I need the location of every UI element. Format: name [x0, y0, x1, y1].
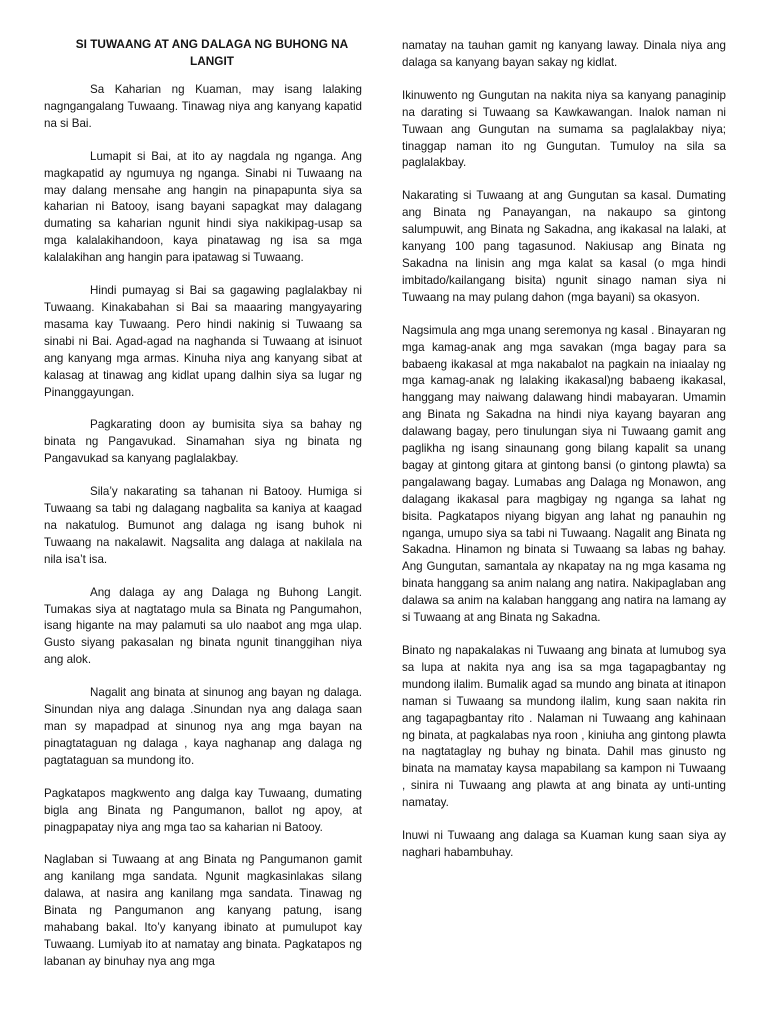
paragraph: Pagkarating doon ay bumisita siya sa bahay ng binata ng Pangavukad. Sinamahan siya ng binata ng Pangavukad sa kanyang paglalakbay.: [44, 418, 362, 466]
paragraph: Ang dalaga ay ang Dalaga ng Buhong Langit. Tumakas siya at nagtatago mula sa Binata ng Pangumahon, isang higante na may palamuti sa ulo naabot ang mga ulap. Gusto siyang pakasalan ng binata ngunit tinanggihan niya ang alok.: [44, 585, 362, 667]
paragraph: Nagsimula ang mga unang seremonya ng kasal . Binayaran ng mga kamag-anak ang mga savakan (mga bagay para sa babaeng ikakasal at mga nakabalot na pagkain na iniaalay ng mga kamag-anak ng lalaking ikakasal)ng babaeng ikakasal, hanggang may naiwang dalawang hindi mabayaran. Umamin ang Binata ng Sakadna na hindi niya kayang bayaran ang dalawang bagay, pero tinulungan siya ni Tuwaang gamit ang paglikha ng isang sinaunang gong bilang kapalit sa unang bagay at gintong gitara at gintong bansi (o gintong plawta) sa pangalawang bagay. Lumabas ang Dalaga ng Monawon, ang dalagang ikakasal para magbigay ng nganga sa lahat ng bisita. Pagkatapos niyang bigyan ang lahat ng panauhin ng nganga, umupo siya sa tabi ni Tuwaang. Nagalit ang Binata ng Sakadna. Hinamon ng binata si Tuwaang sa labas ng bahay. Ang Gungutan, samantala ay nkapatay na ng mga kasama ng binata hanggang sa anim nalang ang natira. Nakipaglaban ang dalawa sa anim na kalaban hanggang ang natira na lamang ay si Tuwaang at ang Binata ng Sakadna.: [402, 323, 726, 625]
paragraph: Nagalit ang binata at sinunog ang bayan ng dalaga. Sinundan niya ang dalaga .Sinundan nya ang dalaga saan man sy mapadpad at sinunog nya ang mga bayan na pinagtataguan ng dalaga , kaya naghanap ang dalaga ng pagtataguan sa mundong ito.: [44, 686, 362, 767]
paragraph: Inuwi ni Tuwaang ang dalaga sa Kuaman kung saan siya ay naghari habambuhay.: [402, 829, 726, 859]
right-column: [402, 38, 726, 878]
paragraph: Naglaban si Tuwaang at ang Binata ng Pangumanon gamit ang kanilang mga sandata. Ngunit magkasinlakas silang dalawa, at nasira ang kanilang mga sandata. Tinawag ng Binata ng Pangumanon ang kanyang patung, isang mahabang bakal. Ito’y kanyang ibinato at pumulupot kay Tuwaang. Lumiyab ito at namatay ang binata. Pagkatapos ng labanan ay binuhay nya ang mga: [44, 853, 362, 968]
paragraph: Ikinuwento ng Gungutan na nakita niya sa kanyang panaginip na darating si Tuwaang sa Kawkawangan. Inalok naman ni Tuwaan ang Gungutan na sumama sa paglalakbay niya; tinaggap naman ito ng Gungutan. Tumuloy na sila sa paglalakbay.: [402, 88, 726, 170]
story-title: SI TUWAANG AT ANG DALAGA NG BUHONG NA LANGIT: [75, 37, 349, 68]
paragraph: Pagkatapos magkwento ang dalga kay Tuwaang, dumating bigla ang Binata ng Pangumanon, ballot ng apoy, at pinagpapatay niya ang mga tao sa kaharian ni Batooy.: [44, 786, 362, 834]
paragraph: Hindi pumayag si Bai sa gagawing paglalakbay ni Tuwaang. Kinakabahan si Bai sa maaaring mangyayaring masama kay Tuwaang. Pero hindi nakinig si Tuwaang sa sinabi ni Bai. Agad-agad na naghanda si Tuwaang at isinuot ang kanyang mga armas. Kinuha niya ang kanyang sibat at kalasag at tinawag ang kidlat upang dalhin siya sa lugar ng Pinanggayungan.: [44, 284, 362, 399]
paragraph: Nakarating si Tuwaang at ang Gungutan sa kasal. Dumating ang Binata ng Panayangan, na nakaupo sa gintong salumpuwit, ang Binata ng Sakadna, ang ikakasal na lalaki, at kanyang 100 pang tagasunod. Nakiusap ang Binata ng Sakadna na linisin ang mga kalat sa kasal (o mga hindi imbitado/kailangang bisita) ngunit sinago naman siya ni Tuwaang na may pulang dahon (mga bayani) sa okasyon.: [402, 189, 726, 304]
left-column: [44, 36, 362, 987]
paragraph: Sa Kaharian ng Kuaman, may isang lalaking nagngangalang Tuwaang. Tinawag niya ang kanyang kapatid na si Bai.: [44, 83, 362, 130]
paragraph: Binato ng napakalakas ni Tuwaang ang binata at lumubog sya sa lupa at nakita nya ang isa sa mga tagapagbantay ng mundong ilalim. Bumalik agad sa mundo ang binata at itinapon naman si Tuwaang sa mundong ilalim, kung saan nakita rin ang tagapagbantay rito . Nalaman ni Tuwaang ang kahinaan ng binata, at pagkalabas nya roon , kiniuha ang gintong plawta na nagtataglay ng buhay ng binata. Dahil mas ginusto ng binata na mamatay kaysa mapabilang sa kampon ni Tuwaang , sinira ni Tuwaang ang plawta at ang binata ay unti-unting namatay.: [402, 644, 726, 810]
paragraph: Lumapit si Bai, at ito ay nagdala ng nganga. Ang magkapatid ay ngumuya ng nganga. Sinabi ni Tuwaang na may dalang mensahe ang hangin na pinapapunta siya sa kaharian ni Batooy, isang bayani sapagkat may dalagang dumating sa kaharian ngunit hindi siya nakikipag-usap sa mga kalalakihandoon, kaya pinatawag ng isa sa mga kalalakihan ang hangin para ipatawag si Tuwaang.: [44, 149, 362, 265]
paragraph: Sila’y nakarating sa tahanan ni Batooy. Humiga si Tuwaang sa tabi ng dalagang nagbalita sa kaniya at kaagad na nakatulog. Bumunot ang dalaga ng isang buhok ni Tuwaang na nakalawit. Nagsalita ang dalaga at nakilala na nila isa’t isa.: [44, 485, 362, 566]
paragraph: namatay na tauhan gamit ng kanyang laway. Dinala niya ang dalaga sa kanyang bayan sakay ng kidlat.: [402, 39, 726, 69]
